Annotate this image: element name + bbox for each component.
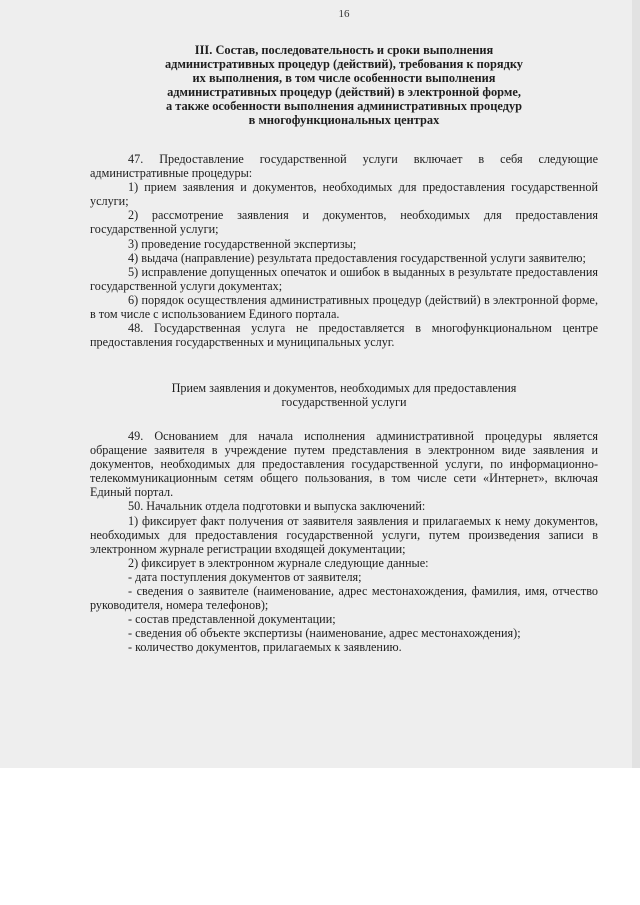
procedures-list xyxy=(90,152,598,349)
subsection-title-line: Прием заявления и документов, необходимых для предоставления xyxy=(171,381,517,395)
procedure-item: 3) проведение государственной экспертизы; xyxy=(128,236,357,251)
section-title-line: а также особенности выполнения административных процедур xyxy=(165,99,523,113)
section-title-line: административных процедур (действий) в электронной форме, xyxy=(167,85,521,99)
journal-field: - сведения о заявителе (наименование, адрес местонахождения, фамилия, имя, отчество руководителя, номера телефонов); xyxy=(90,584,598,613)
section-title xyxy=(90,43,598,127)
section-title-line: в многофункциональных центрах xyxy=(248,113,440,127)
journal-field: - дата поступления документов от заявителя; xyxy=(128,569,362,584)
duty-item: 2) фиксирует в электронном журнале следующие данные: xyxy=(128,555,429,570)
journal-field: - состав представленной документации; xyxy=(128,612,336,627)
paragraph-47: 47. Предоставление государственной услуги включает в себя следующие административные процедуры: xyxy=(90,152,598,181)
procedure-item: 5) исправление допущенных опечаток и ошибок в выданных в результате предоставления государственной услуги документах; xyxy=(90,264,598,293)
section-title-line: административных процедур (действий), требования к порядку xyxy=(164,57,523,71)
journal-field: - сведения об объекте экспертизы (наименование, адрес местонахождения); xyxy=(128,626,521,641)
reception-procedure xyxy=(90,429,598,655)
duty-item: 1) фиксирует факт получения от заявителя заявления и прилагаемых к нему документов, необходимых для предоставления государственной услуги, путем произведения записи в электронном журнале регистрации входящей документации; xyxy=(90,513,598,556)
procedure-item: 1) прием заявления и документов, необходимых для предоставления государственной услуги; xyxy=(90,180,598,209)
procedure-item: 6) порядок осуществления административных процедур (действий) в электронной форме, в том числе с использованием Единого портала. xyxy=(90,292,598,322)
section-title-line: их выполнения, в том числе особенности выполнения xyxy=(192,71,496,85)
subsection-title xyxy=(90,381,598,409)
journal-field: - количество документов, прилагаемых к заявлению. xyxy=(128,640,402,655)
paragraph-50: 50. Начальник отдела подготовки и выпуска заключений: xyxy=(128,499,426,514)
paragraph-48: 48. Государственная услуга не предоставляется в многофункциональном центре предоставления государственных и муниципальных услуг. xyxy=(90,321,598,350)
subsection-title-line: государственной услуги xyxy=(281,395,407,410)
paragraph-49: 49. Основанием для начала исполнения административной процедуры является обращение заявителя в учреждение путем представления в электронном виде заявления и документов, необходимых для предоставления государственной услуги, по информационно-телекоммуникационным сетям общего пользования, в том числе сети «Интернет», включая Единый портал. xyxy=(90,429,598,500)
page-number: 16 xyxy=(338,8,350,20)
procedure-item: 4) выдача (направление) результата предоставления государственной услуги заявителю; xyxy=(128,250,586,265)
procedure-item: 2) рассмотрение заявления и документов, необходимых для предоставления государственной услуги; xyxy=(90,208,598,237)
blank-margin xyxy=(0,768,640,905)
section-title-line: III. Состав, последовательность и сроки выполнения xyxy=(194,43,494,57)
